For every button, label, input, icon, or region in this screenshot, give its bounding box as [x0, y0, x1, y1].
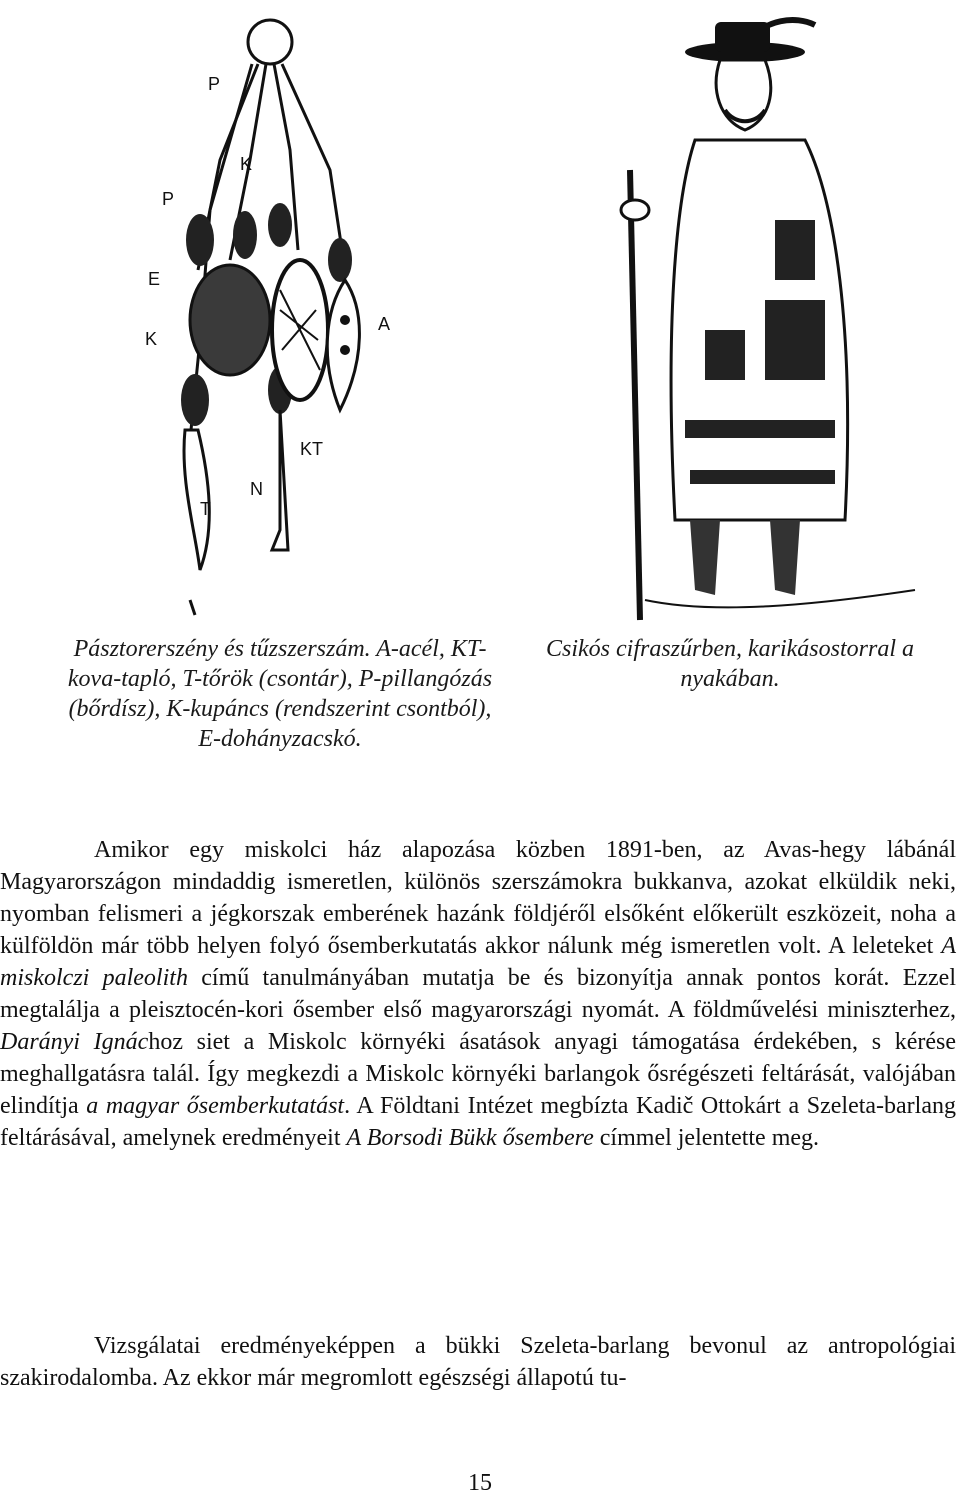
- csikos-illustration: [515, 0, 955, 635]
- body-paragraph: [0, 834, 956, 1154]
- figure-caption-right: Csikós cifraszűrben, karikásostorral a nyakában.: [545, 636, 914, 692]
- paragraph-text: Amikor egy miskolci ház alapozása közben 1891-ben, az Avas-hegy lábánál Magyarországon mindaddig ismeretlen, különös szerszámokra bukkanva, azokat elküldik neki, nyomban felismeri a jégkorszak emberének hazánk földjéről elsőként előkerült eszközeit, noha a külföldön már több helyen folyó ősemberkutatás akkor nálunk még ismeretlen volt. A leleteket: [0, 837, 956, 959]
- paragraph-text: címmel jelentette meg.: [593, 1125, 820, 1151]
- figure-csikos: [515, 0, 955, 635]
- book-title: A Borsodi Bükk ősembere: [346, 1125, 594, 1151]
- page-number: 15: [468, 1470, 492, 1496]
- figure-letter: P: [208, 74, 221, 94]
- shepherd-pouch-illustration: [140, 10, 400, 630]
- book-title: A miskolczi paleolith: [0, 933, 956, 991]
- paragraph-text: hoz siet a Miskolc környéki ásatások anyagi támogatása érdekében, s kérése meghallgatásra talál. Így megkezdi a Miskolc környéki barlangok ősrégészeti feltárását, valójában elindítja: [0, 1029, 957, 1119]
- figure-caption-left: Pásztorerszény és tűzszerszám. A-acél, KT-kova-tapló, T-tőrök (csontár), P-pillangózás (bőrdísz), K-kupáncs (rendszerint csontból), E-dohányzacskó.: [67, 636, 493, 752]
- figure-letter: N: [250, 479, 263, 499]
- figure-letter: K: [240, 154, 253, 174]
- emphasis-text: a magyar ősemberkutatást: [86, 1093, 345, 1119]
- figure-letter: E: [148, 269, 161, 289]
- figure-letter: KT: [300, 439, 324, 459]
- body-paragraph: [0, 1330, 956, 1394]
- figure-letter: P: [162, 189, 175, 209]
- paragraph-text: című tanulmányában mutatja be és bizonyítja annak pontos korát. Ezzel megtalálja a pleisztocén-kori ősember első magyarországi nyomát. A földművelési miniszterhez,: [0, 965, 957, 1023]
- figure-letter: A: [378, 314, 391, 334]
- figure-letter: K: [145, 329, 158, 349]
- paragraph-text: . A Földtani Intézet megbízta Kadič Ottokárt a Szeleta-barlang feltárásával, amelynek eredményeit: [0, 1093, 956, 1151]
- figure-shepherd-pouch: [140, 10, 400, 630]
- figure-letter: T: [200, 499, 211, 519]
- paragraph-text: Vizsgálatai eredményeképpen a bükki Szeleta-barlang bevonul az antropológiai szakirodalomba. Az ekkor már megromlott egészségi állapotú tu-: [0, 1333, 956, 1391]
- person-name: Darányi Ignác: [0, 1029, 149, 1055]
